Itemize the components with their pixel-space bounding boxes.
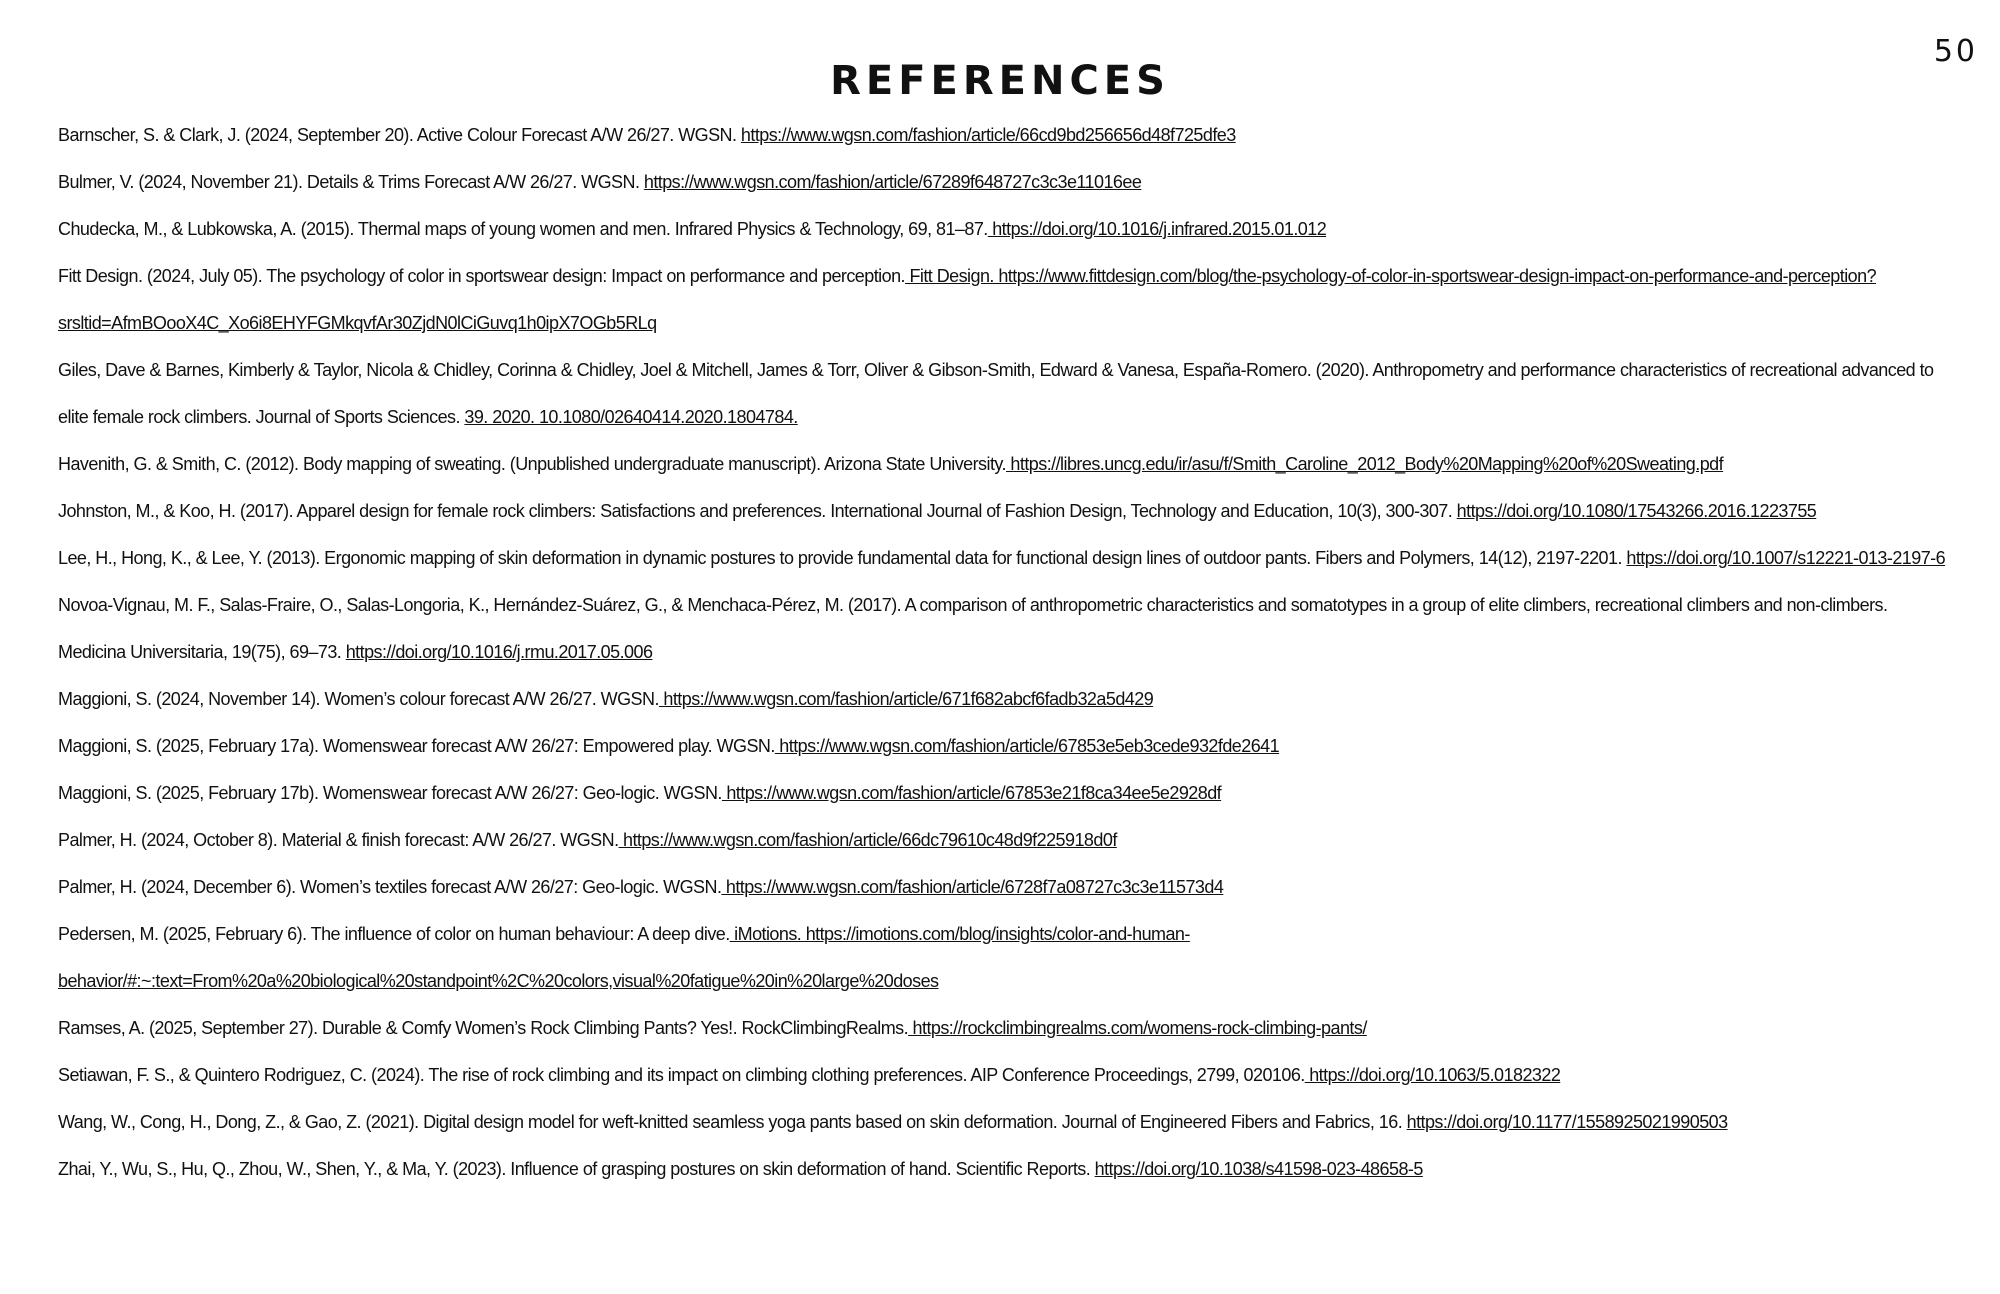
page-number: 50 [1933,34,1978,69]
reference-entry [58,723,1958,770]
reference-link[interactable]: https://www.wgsn.com/fashion/article/66cd9bd256656d48f725dfe3 [740,125,1236,145]
reference-citation: Chudecka, M., & Lubkowska, A. (2015). Thermal maps of young women and men. Infrared Physics & Technology, 69, 81–87. [58,219,988,239]
reference-entry [58,112,1958,159]
reference-link[interactable]: https://doi.org/10.1080/17543266.2016.1223755 [1456,501,1817,521]
reference-citation: Maggioni, S. (2025, February 17b). Womenswear forecast A/W 26/27: Geo-logic. WGSN. [58,783,722,803]
reference-entry [58,911,1958,1005]
reference-entry [58,817,1958,864]
reference-citation: Palmer, H. (2024, October 8). Material & finish forecast: A/W 26/27. WGSN. [58,830,619,850]
reference-entry [58,441,1958,488]
reference-link[interactable]: Fitt Design. https://www.fittdesign.com/blog/the-psychology-of-color-in-sportswear-design-impact-on-performance-and-perception?srsltid=AfmBOooX4C_Xo6i8EHYFGMkqvfAr30ZjdN0lCiGuvq1h0ipX7OGb5RLq [58,266,1877,333]
reference-entry [58,347,1958,441]
reference-entry [58,1005,1958,1052]
page-title: REFERENCES [830,58,1170,104]
reference-citation: Maggioni, S. (2024, November 14). Women’s colour forecast A/W 26/27. WGSN. [58,689,659,709]
reference-entry [58,206,1958,253]
reference-entry [58,1146,1958,1193]
reference-citation: Palmer, H. (2024, December 6). Women’s textiles forecast A/W 26/27: Geo-logic. WGSN. [58,877,722,897]
reference-citation: Ramses, A. (2025, September 27). Durable & Comfy Women’s Rock Climbing Pants? Yes!. RockClimbingRealms. [58,1018,909,1038]
reference-link[interactable]: https://doi.org/10.1177/1558925021990503 [1406,1112,1728,1132]
reference-citation: Pedersen, M. (2025, February 6). The influence of color on human behaviour: A deep dive. [58,924,730,944]
reference-link[interactable]: https://rockclimbingrealms.com/womens-rock-climbing-pants/ [908,1018,1367,1038]
reference-citation: Setiawan, F. S., & Quintero Rodriguez, C. (2024). The rise of rock climbing and its impact on climbing clothing preferences. AIP Conference Proceedings, 2799, 020106. [58,1065,1305,1085]
reference-link[interactable]: iMotions. https://imotions.com/blog/insights/color-and-human-behavior/#:~:text=From%20a%20biological%20standpoint%2C%20colors,visual%20fatigue%20in%20large%20doses [58,924,1190,991]
reference-entry [58,864,1958,911]
reference-citation: Havenith, G. & Smith, C. (2012). Body mapping of sweating. (Unpublished undergraduate manuscript). Arizona State University. [58,454,1006,474]
reference-citation: Novoa-Vignau, M. F., Salas-Fraire, O., Salas-Longoria, K., Hernández-Suárez, G., & Menchaca-Pérez, M. (2017). A comparison of anthropometric characteristics and somatotypes in a group of elite climbers, recreational climbers and non-climbers. Medicina Universitaria, 19(75), 69–73. [58,595,1888,662]
reference-link[interactable]: 39. 2020. 10.1080/02640414.2020.1804784. [464,407,798,427]
reference-link[interactable]: https://libres.uncg.edu/ir/asu/f/Smith_Caroline_2012_Body%20Mapping%20of%20Sweating.pdf [1005,454,1724,474]
reference-link[interactable]: https://www.wgsn.com/fashion/article/67289f648727c3c3e11016ee [643,172,1142,192]
reference-link[interactable]: https://www.wgsn.com/fashion/article/671f682abcf6fadb32a5d429 [658,689,1154,709]
reference-entry [58,1099,1958,1146]
reference-citation: Bulmer, V. (2024, November 21). Details & Trims Forecast A/W 26/27. WGSN. [58,172,644,192]
reference-citation: Lee, H., Hong, K., & Lee, Y. (2013). Ergonomic mapping of skin deformation in dynamic postures to provide fundamental data for functional design lines of outdoor pants. Fibers and Polymers, 14(12), 2197-2201. [58,548,1627,568]
reference-link[interactable]: https://www.wgsn.com/fashion/article/66dc79610c48d9f225918d0f [618,830,1117,850]
reference-citation: Barnscher, S. & Clark, J. (2024, September 20). Active Colour Forecast A/W 26/27. WGSN. [58,125,741,145]
reference-list [58,112,1958,1193]
reference-entry [58,770,1958,817]
reference-citation: Wang, W., Cong, H., Dong, Z., & Gao, Z. (2021). Digital design model for weft-knitted seamless yoga pants based on skin deformation. Journal of Engineered Fibers and Fabrics, 16. [58,1112,1407,1132]
reference-link[interactable]: https://www.wgsn.com/fashion/article/67853e5eb3cede932fde2641 [774,736,1280,756]
reference-entry [58,535,1958,582]
reference-entry [58,1052,1958,1099]
reference-citation: Fitt Design. (2024, July 05). The psychology of color in sportswear design: Impact on performance and perception. [58,266,905,286]
reference-citation: Zhai, Y., Wu, S., Hu, Q., Zhou, W., Shen, Y., & Ma, Y. (2023). Influence of grasping postures on skin deformation of hand. Scientific Reports. [58,1159,1095,1179]
reference-entry [58,253,1958,347]
reference-link[interactable]: https://doi.org/10.1038/s41598-023-48658-5 [1094,1159,1423,1179]
reference-link[interactable]: https://doi.org/10.1063/5.0182322 [1304,1065,1561,1085]
reference-link[interactable]: https://doi.org/10.1016/j.infrared.2015.01.012 [987,219,1327,239]
reference-link[interactable]: https://doi.org/10.1016/j.rmu.2017.05.006 [345,642,653,662]
reference-citation: Giles, Dave & Barnes, Kimberly & Taylor, Nicola & Chidley, Corinna & Chidley, Joel & Mitchell, James & Torr, Oliver & Gibson-Smith, Edward & Vanesa, España-Romero. (2020). Anthropometry and performance characteristics of recreational advanced to elite female rock climbers. Journal of Sports Sciences. [58,360,1934,427]
reference-entry [58,159,1958,206]
reference-citation: Maggioni, S. (2025, February 17a). Womenswear forecast A/W 26/27: Empowered play. WGSN. [58,736,775,756]
reference-link[interactable]: https://doi.org/10.1007/s12221-013-2197-6 [1626,548,1946,568]
reference-link[interactable]: https://www.wgsn.com/fashion/article/67853e21f8ca34ee5e2928df [721,783,1222,803]
reference-entry [58,582,1958,676]
reference-entry [58,676,1958,723]
reference-entry [58,488,1958,535]
reference-citation: Johnston, M., & Koo, H. (2017). Apparel design for female rock climbers: Satisfactions and preferences. International Journal of Fashion Design, Technology and Education, 10(3), 300-307. [58,501,1457,521]
reference-link[interactable]: https://www.wgsn.com/fashion/article/6728f7a08727c3c3e11573d4 [721,877,1224,897]
